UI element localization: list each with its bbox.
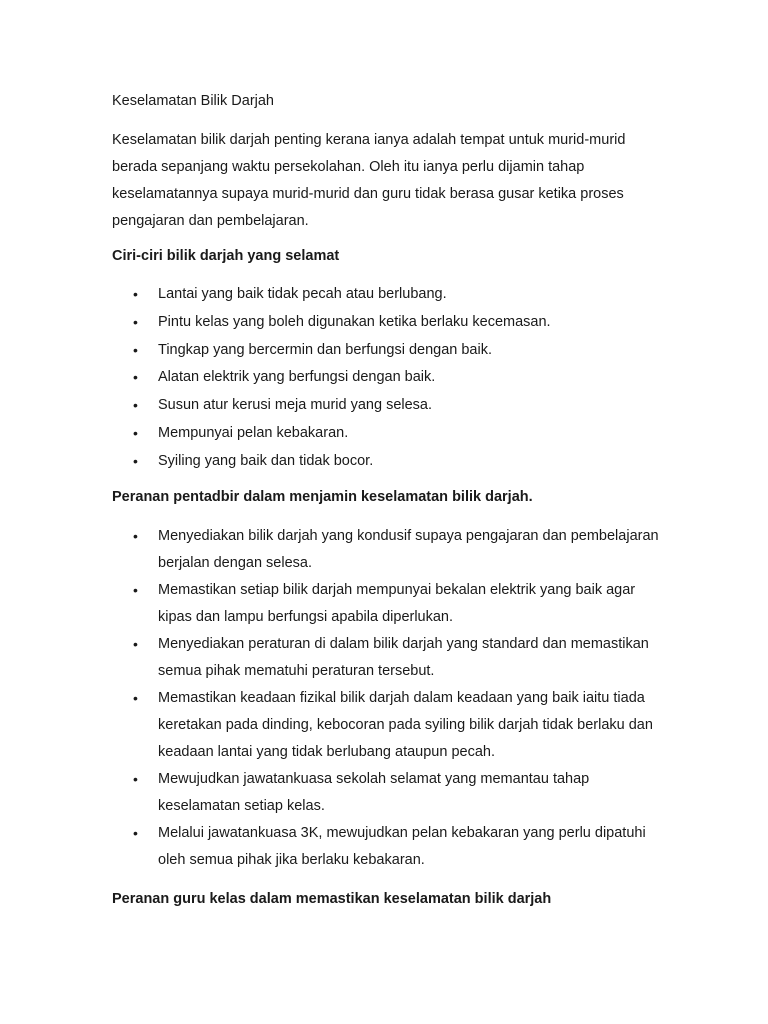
list-item xyxy=(112,820,672,874)
list-item xyxy=(112,337,672,365)
list-item-text: Susun atur kerusi meja murid yang selesa. xyxy=(158,397,433,414)
bullet-icon: • xyxy=(133,636,138,652)
list-item xyxy=(112,631,672,685)
list-item-text: Tingkap yang bercermin dan berfungsi dengan baik. xyxy=(158,341,492,358)
administrator-roles-list xyxy=(112,523,672,874)
list-item xyxy=(112,523,672,577)
list-item xyxy=(112,281,672,309)
list-item xyxy=(112,577,672,631)
list-item-text: Syiling yang baik dan tidak bocor. xyxy=(158,452,374,469)
list-item xyxy=(112,685,672,766)
bullet-icon: • xyxy=(133,341,138,358)
list-item-text: Alatan elektrik yang berfungsi dengan baik. xyxy=(158,369,436,386)
list-item-text: Menyediakan peraturan di dalam bilik darjah yang standard dan memastikan semua pihak mematuhi peraturan tersebut. xyxy=(158,636,649,679)
features-list xyxy=(112,281,672,476)
list-item-text: Pintu kelas yang boleh digunakan ketika berlaku kecemasan. xyxy=(158,313,551,330)
list-item xyxy=(112,392,672,420)
section-heading-features: Ciri-ciri bilik darjah yang selamat xyxy=(112,248,340,264)
intro-paragraph: Keselamatan bilik darjah penting kerana ianya adalah tempat untuk murid-murid berada sepanjang waktu persekolahan. Oleh itu ianya perlu dijamin tahap keselamatannya supaya murid-murid dan guru tidak berasa gusar ketika proses pengajaran dan pembelajaran. xyxy=(112,132,626,229)
bullet-icon: • xyxy=(133,690,138,706)
list-item-text: Lantai yang baik tidak pecah atau berlubang. xyxy=(158,286,447,302)
bullet-icon: • xyxy=(133,286,138,302)
list-item xyxy=(112,309,672,337)
list-item-text: Memastikan keadaan fizikal bilik darjah dalam keadaan yang baik iaitu tiada keretakan pada dinding, kebocoran pada syiling bilik darjah tidak berlaku dan keadaan lantai yang tidak berlubang ataupun pecah. xyxy=(158,690,653,760)
bullet-icon: • xyxy=(133,582,138,598)
list-item-text: Mewujudkan jawatankuasa sekolah selamat yang memantau tahap keselamatan setiap kelas. xyxy=(158,771,590,814)
list-item-text: Melalui jawatankuasa 3K, mewujudkan pelan kebakaran yang perlu dipatuhi oleh semua pihak jika berlaku kebakaran. xyxy=(158,825,646,868)
list-item-text: Memastikan setiap bilik darjah mempunyai bekalan elektrik yang baik agar kipas dan lampu berfungsi apabila diperlukan. xyxy=(158,582,636,625)
bullet-icon: • xyxy=(133,313,138,330)
bullet-icon: • xyxy=(133,424,138,441)
bullet-icon: • xyxy=(133,397,138,414)
section-heading-teacher: Peranan guru kelas dalam memastikan keselamatan bilik darjah xyxy=(112,891,552,907)
bullet-icon: • xyxy=(133,369,138,386)
list-item xyxy=(112,766,672,820)
list-item xyxy=(112,364,672,392)
section-heading-administrator: Peranan pentadbir dalam menjamin keselamatan bilik darjah. xyxy=(112,489,533,505)
list-item-text: Menyediakan bilik darjah yang kondusif supaya pengajaran dan pembelajaran berjalan dengan selesa. xyxy=(158,528,659,571)
list-item-text: Mempunyai pelan kebakaran. xyxy=(158,424,349,441)
bullet-icon: • xyxy=(133,825,138,841)
list-item xyxy=(112,420,672,448)
bullet-icon: • xyxy=(133,528,138,544)
document-title: Keselamatan Bilik Darjah xyxy=(112,93,274,109)
list-item xyxy=(112,448,672,476)
bullet-icon: • xyxy=(133,452,138,469)
bullet-icon: • xyxy=(133,771,138,787)
